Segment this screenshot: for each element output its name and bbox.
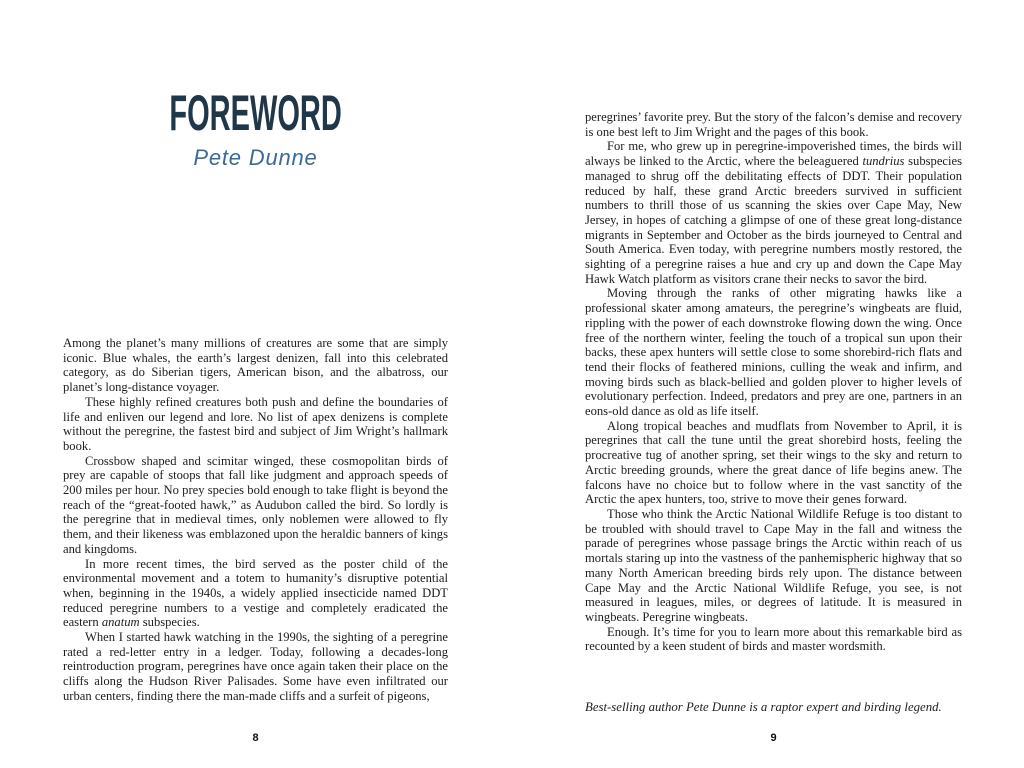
paragraph xyxy=(585,139,962,286)
paragraph xyxy=(63,395,448,454)
paragraph xyxy=(585,625,962,654)
paragraph xyxy=(63,630,448,704)
text-run: Crossbow shaped and scimitar winged, these cosmopolitan birds of prey are capable of stoops that fall like judgment and approach speeds of 200 miles per hour. No prey species bold enough to take flight is beyond the reach of the “great-footed hawk,” as Audubon called the bird. So lordly is the peregrine that in medieval times, only noblemen were allowed to fly them, and their likeness was emblazoned upon the heraldic banners of kings and kingdoms. xyxy=(63,453,448,556)
text-run: Enough. It’s time for you to learn more about this remarkable bird as recounted by a keen student of birds and master wordsmith. xyxy=(585,624,962,654)
paragraph xyxy=(63,557,448,631)
text-run: When I started hawk watching in the 1990s, the sighting of a peregrine rated a red-letter entry in a ledger. Today, following a decades-long reintroduction program, peregrines have once again taken their place on the cliffs along the Hudson River Palisades. Some have even infiltrated our urban centers, finding there the man-made cliffs and a surfeit of pigeons, xyxy=(63,630,448,703)
paragraph xyxy=(585,110,962,139)
paragraph xyxy=(63,454,448,557)
text-run: Along tropical beaches and mudflats from November to April, it is peregrines that call the tune until the great shorebird hosts, feeling the procreative tug of another spring, set their wings to the sky and return to Arctic breeding grounds, where the great dance of life begins anew. The falcons have no choice but to follow where in the vast sanctity of the Arctic the apex hunters, too, strive to move their genes forward. xyxy=(585,418,962,507)
paragraph xyxy=(585,419,962,507)
page-title: FOREWORD xyxy=(169,85,342,141)
text-run: For me, who grew up in peregrine-impoverished times, the birds will always be linked to the Arctic, where the beleaguered xyxy=(585,139,962,169)
text-run: These highly refined creatures both push and define the boundaries of life and enliven our legend and lore. No list of apex denizens is complete without the peregrine, the fastest bird and subject of Jim Wright’s hallmark book. xyxy=(63,394,448,453)
text-run: subspecies. xyxy=(139,615,200,630)
text-run: Those who think the Arctic National Wildlife Refuge is too distant to be troubled with should travel to Cape May in the fall and witness the parade of peregrines whose passage brings the Arctic within reach of us mortals staring up into the vastness of the panhemispheric highway that so many North American breeding birds rely upon. The distance between Cape May and the Arctic National Wildlife Refuge, you see, is not measured in leagues, miles, or degrees of latitude. It is measured in wingbeats. Peregrine wingbeats. xyxy=(585,506,962,624)
text-run: Among the planet’s many millions of creatures are some that are simply iconic. Blue whales, the earth’s largest denizen, fall into this celebrated category, as do Siberian tigers, American bison, and the albatross, our planet’s long-distance voyager. xyxy=(63,336,448,395)
text-run: peregrines’ favorite prey. But the story of the falcon’s demise and recovery is one best left to Jim Wright and the pages of this book. xyxy=(585,110,962,139)
italic-text-run: anatum xyxy=(101,615,140,630)
right-page-body xyxy=(585,110,962,654)
italic-text-run: tundrius xyxy=(862,154,905,169)
left-page-body xyxy=(63,336,448,704)
page-number-left: 8 xyxy=(252,732,259,744)
author-byline: Pete Dunne xyxy=(193,145,318,170)
text-run: subspecies managed to shrug off the debilitating effects of DDT. Their population reduced by half, these grand Arctic breeders survived in sufficient numbers to thrill those of us scanning the skies over Cape May, New Jersey, in hopes of catching a glimpse of one of these great long-distance migrants in September and October as the birds journeyed to Central and South America. Even today, with peregrine numbers mostly restored, the sighting of a peregrine raises a hue and cry up and down the Cape May Hawk Watch platform as visitors crane their necks to savor the bird. xyxy=(585,154,962,286)
text-run: In more recent times, the bird served as the poster child of the environmental movement and a totem to humanity’s disruptive potential when, beginning in the 1940s, a widely applied insecticide named DDT reduced peregrine numbers to a vestige and completely eradicated the eastern xyxy=(63,556,448,630)
paragraph xyxy=(585,507,962,625)
paragraph xyxy=(63,336,448,395)
paragraph xyxy=(585,286,962,418)
foreword-header xyxy=(63,85,448,171)
page-number-right: 9 xyxy=(770,732,777,744)
author-credit-line: Best-selling author Pete Dunne is a raptor expert and birding legend. xyxy=(585,700,942,714)
text-run: Moving through the ranks of other migrating hawks like a professional skater among amateurs, the peregrine’s wingbeats are fluid, rippling with the power of each downstroke flowing down the wing. Once free of the northern winter, feeling the touch of a tropical sun upon their backs, these apex hunters will settle close to some shorebird-rich flats and tend their flocks of feathered minions, culling the weak and infirm, and moving birds such as black-bellied and golden plover to higher levels of evolutionary perfection. Indeed, predators and prey are one, partners in an eons-old dance as old as life itself. xyxy=(585,286,962,419)
